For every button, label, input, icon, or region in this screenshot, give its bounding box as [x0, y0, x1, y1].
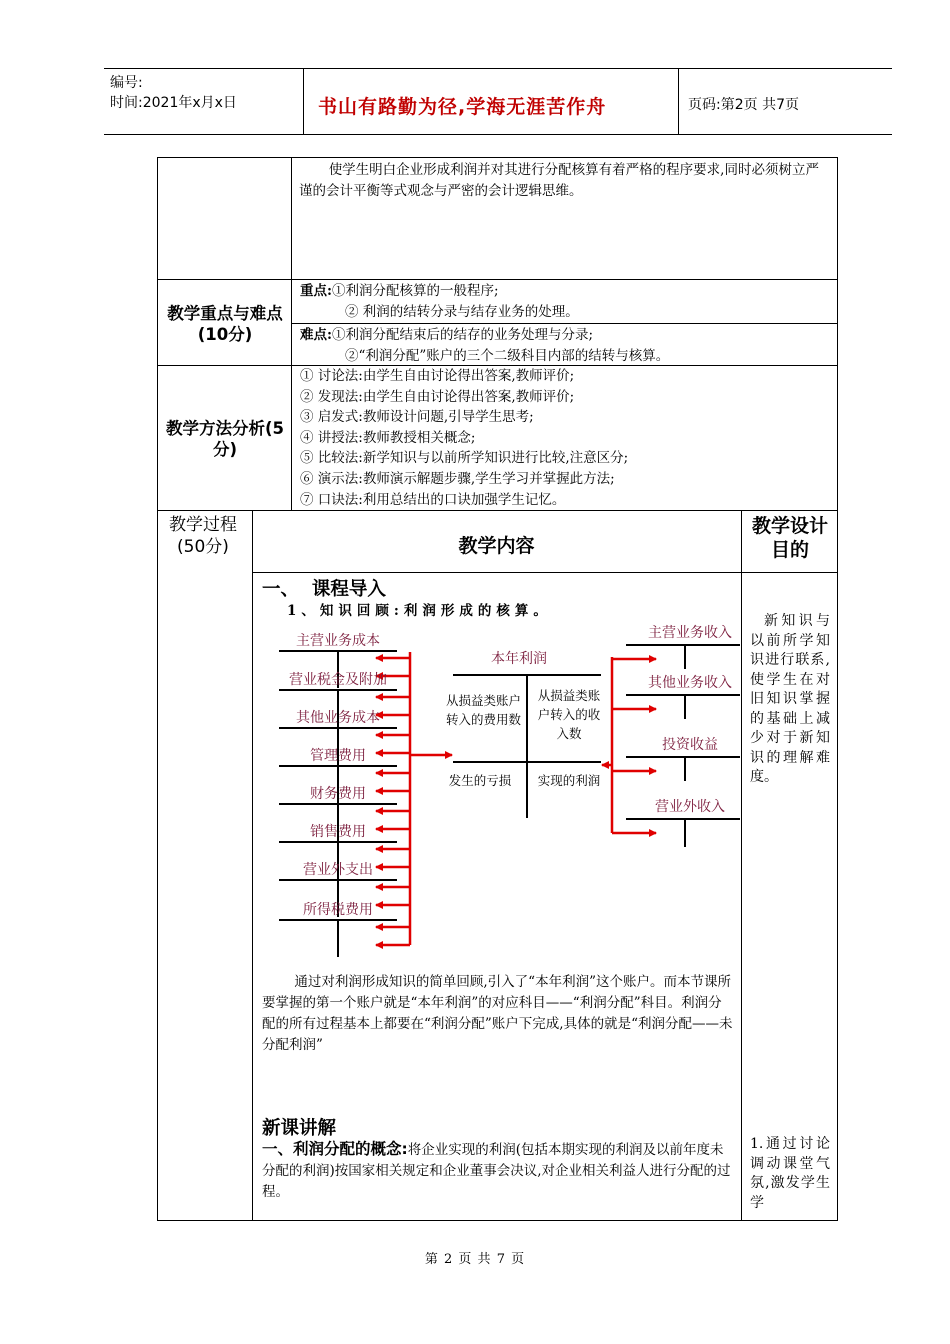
process-label: 教学过程(50分) — [169, 515, 237, 557]
concept-text: 将企业实现的利润(包括本期实现的利润及以前年度未分配的利润)按国家相关规定和企业董事会决议,对企业相关利益人进行分配的过程。 — [262, 1142, 731, 1200]
difficulty-item: ①利润分配结束后的结存的业务处理与分录; — [331, 327, 594, 343]
method-item: ⑤ 比较法:新学知识与以前所学知识进行比较,注意区分; — [300, 450, 629, 467]
page-indicator: 页码:第2页 共7页 — [688, 97, 799, 113]
method-item: ④ 讲授法:教师教授相关概念; — [300, 429, 476, 446]
method-item: ③ 启发式:教师设计问题,引导学生思考; — [300, 409, 534, 426]
method-item: ① 讨论法:由学生自由讨论得出答案,教师评价; — [300, 368, 575, 384]
key-points-label: 教学重点与难点(10分) — [167, 304, 283, 344]
method-item: ⑦ 口诀法:利用总结出的口诀加强学生记忆。 — [300, 491, 566, 508]
page-footer: 第 2 页 共 7 页 — [424, 1252, 526, 1267]
intro-title: 一、 课程导入 — [262, 579, 386, 600]
purpose-header: 教学设计目的 — [751, 515, 828, 561]
focus-item: ② 利润的结转分录与结存业务的处理。 — [345, 304, 579, 320]
center-profit-text: 实现的利润 — [537, 773, 601, 788]
content-header: 教学内容 — [458, 535, 535, 557]
difficulty-item: ②“利润分配”账户的三个二级科目内部的结转与核算。 — [345, 348, 670, 364]
doc-time-label: 时间:2021年x月x日 — [110, 95, 237, 111]
debit-account-label: 所得税费用 — [303, 902, 373, 918]
methods-list — [300, 366, 832, 510]
debit-account-label: 管理费用 — [310, 748, 366, 764]
doc-number-label: 编号: — [110, 75, 143, 91]
center-credit-text: 从损益类账户转入的收入数 — [537, 688, 601, 741]
method-item: ⑥ 演示法:教师演示解题步骤,学生学习并掌握此方法; — [300, 470, 615, 487]
credit-account-label: 营业外收入 — [655, 799, 725, 815]
difficulty-block — [300, 325, 832, 367]
credit-account-label: 主营业务收入 — [648, 625, 732, 641]
credit-account-label: 其他业务收入 — [648, 675, 732, 691]
intro-paragraph: 通过对利润形成知识的简单回顾,引入了“本年利润”这个账户。而本节课所要掌握的第一个账户就是“本年利润”的对应科目——“利润分配”科目。利润分配的所有过程基本上都要在“利润分配”账户下完成,具体的就是“利润分配——未分配利润” — [262, 974, 733, 1053]
method-item: ② 发现法:由学生自由讨论得出答案,教师评价; — [300, 388, 575, 405]
intro-subtitle: 1、知识回顾:利润形成的核算。 — [287, 603, 552, 619]
concept-title: 一、利润分配的概念: — [262, 1140, 408, 1158]
focus-title: 重点: — [300, 283, 332, 299]
motto-banner: 书山有路勤为径,学海无涯苦作舟 — [318, 96, 607, 118]
debit-account-label: 销售费用 — [310, 824, 366, 840]
new-lesson-title: 新课讲解 — [262, 1118, 337, 1139]
methods-label: 教学方法分析(5分) — [165, 419, 285, 459]
difficulty-title: 难点: — [300, 327, 332, 343]
objective-text: 使学生明白企业形成利润并对其进行分配核算有着严格的程序要求,同时必须树立严谨的会计平衡等式观念与严密的会计逻辑思维。 — [299, 162, 819, 199]
focus-block — [300, 281, 832, 323]
purpose-text-2: 1.通过讨论调动课堂气氛,激发学生学 — [750, 1136, 830, 1211]
credit-account-label: 投资收益 — [662, 737, 718, 753]
purpose-text-1: 新知识与以前所学知识进行联系,使学生在对旧知识掌握的基础上减少对于新知识的理解难度。 — [750, 613, 830, 785]
debit-account-label: 财务费用 — [310, 786, 366, 802]
center-debit-text: 从损益类账户转入的费用数 — [445, 693, 521, 727]
debit-account-label: 营业外支出 — [303, 862, 373, 878]
debit-account-label: 主营业务成本 — [296, 633, 380, 649]
concept-paragraph — [262, 1139, 734, 1203]
center-account-title: 本年利润 — [491, 651, 547, 667]
debit-account-label: 其他业务成本 — [296, 710, 380, 726]
center-loss-text: 发生的亏损 — [448, 773, 512, 788]
debit-account-label: 营业税金及附加 — [289, 672, 387, 688]
focus-item: ①利润分配核算的一般程序; — [331, 283, 499, 299]
